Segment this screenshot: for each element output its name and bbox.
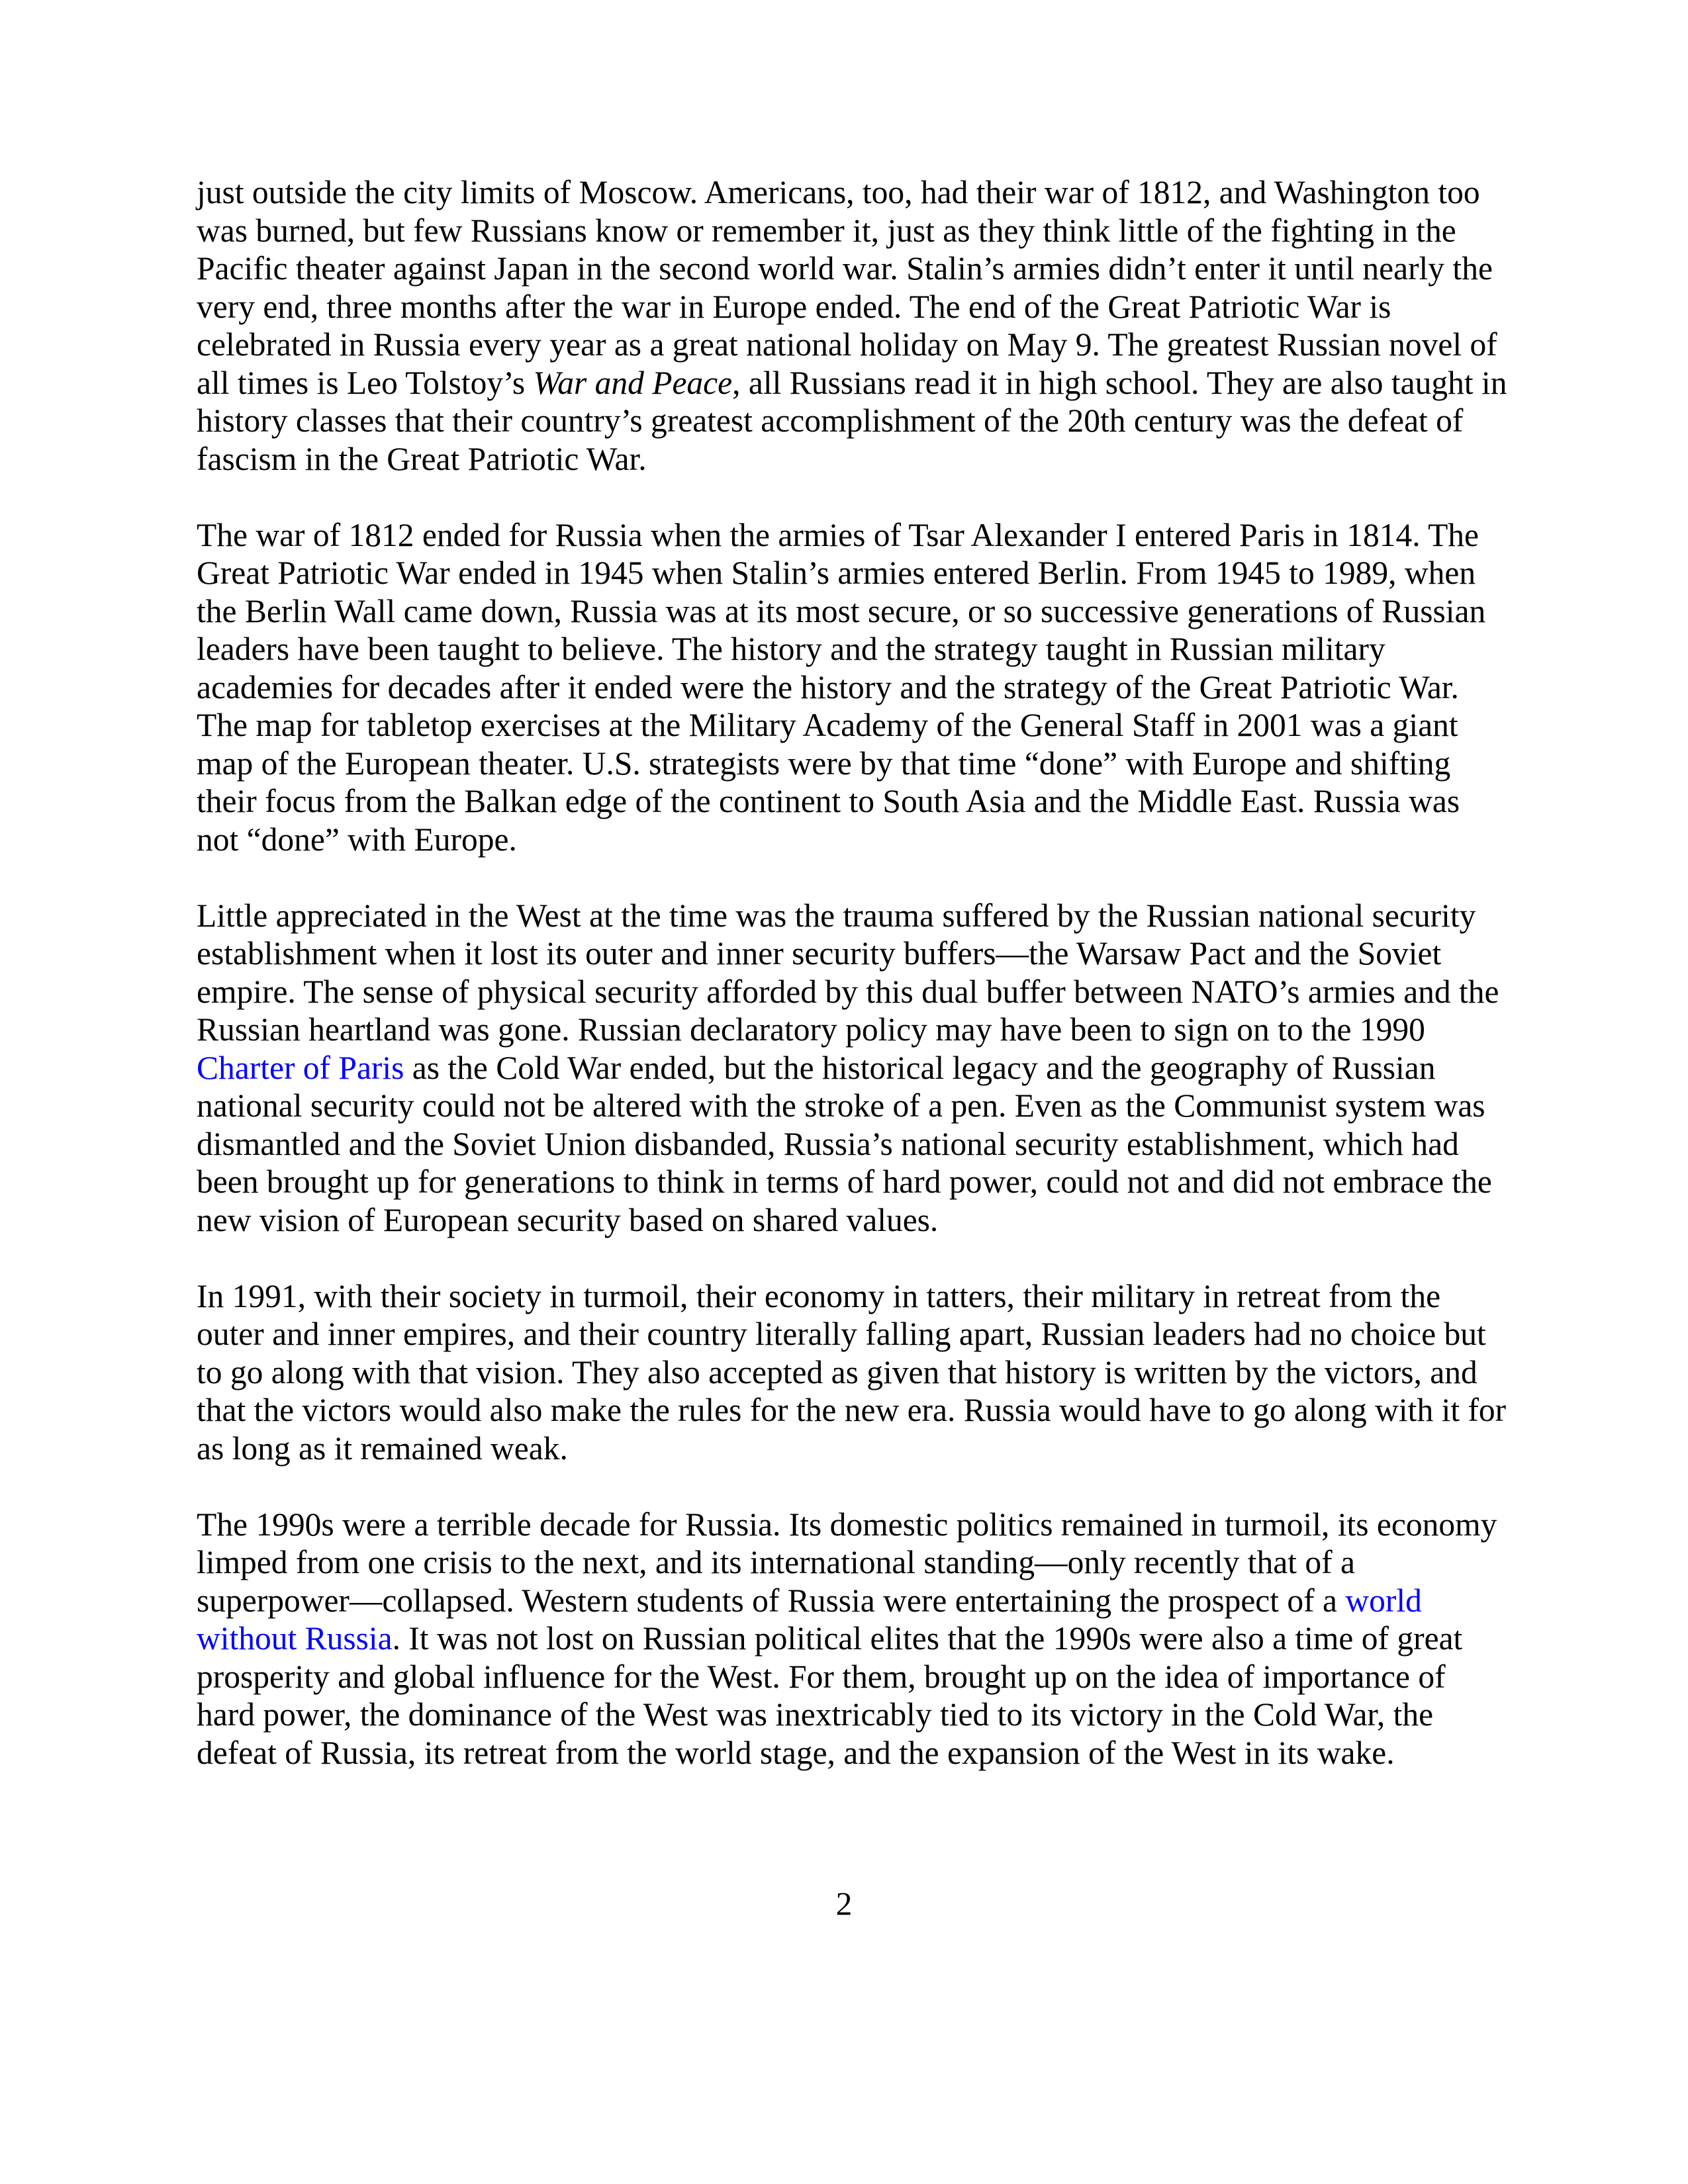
paragraph-2-text: The war of 1812 ended for Russia when the armies of Tsar Alexander I entered Paris in 1814. The Great Patriotic War ended in 1945 when Stalin’s armies entered Berlin. From 1945 to 1989, when the Berlin Wall came down, Russia was at its most secure, or so successive generations of Russian leaders have been taught to believe. The history and the strategy taught in Russian military academies for decades after it ended were the history and the strategy of the Great Patriotic War. The map for tabletop exercises at the Military Academy of the General Staff in 2001 was a giant map of the European theater. U.S. strategists were by that time “done” with Europe and shifting their focus from the Balkan edge of the continent to South Asia and the Middle East. Russia was not “done” with Europe. [197,516,1486,858]
paragraph-5-text-1: The 1990s were a terrible decade for Russia. Its domestic politics remained in turmoil, its economy limped from one crisis to the next, and its international standing—only recently that of a superpower—collapsed. Western students of Russia were entertaining the prospect of a [197,1506,1497,1619]
paragraph-1-text-1: just outside the city limits of Moscow. Americans, too, had their war of 1812, and Washington too was burned, but few Russians know or remember it, just as they think little of the fighting in the Pacific theater against Japan in the second world war. Stalin’s armies didn’t enter it until nearly the very end, three months after the war in Europe ended. The end of the Great Patriotic War is celebrated in Russia every year as a great national holiday on May 9. The greatest Russian novel of all times is Leo Tolstoy’s [197,174,1497,401]
document-body [197,173,1507,1810]
paragraph-4-text: In 1991, with their society in turmoil, their economy in tatters, their military in retreat from the outer and inner empires, and their country literally falling apart, Russian leaders had no choice but to go along with that vision. They also accepted as given that history is written by the victors, and that the victors would also make the rules for the new era. Russia would have to go along with it for as long as it remained weak. [197,1277,1507,1467]
paragraph-1 [197,173,1507,478]
paragraph-2 [197,516,1507,859]
paragraph-3 [197,897,1507,1240]
paragraph-1-text-2: , all Russians read it in high school. They are also taught in history classes that their country’s greatest accomplishment of the 20th century was the defeat of fascism in the Great Patriotic War. [197,364,1507,477]
paragraph-5-text-2: . It was not lost on Russian political elites that the 1990s were also a time of great prosperity and global influence for the West. For them, brought up on the idea of importance of hard power, the dominance of the West was inextricably tied to its victory in the Cold War, the defeat of Russia, its retreat from the world stage, and the expansion of the West in its wake. [197,1620,1463,1771]
link-world-without-russia[interactable]: world without Russia [197,1582,1422,1657]
paragraph-5 [197,1506,1507,1772]
book-title-war-and-peace: War and Peace [533,364,733,401]
link-charter-of-paris[interactable]: Charter of Paris [197,1049,404,1086]
paragraph-3-text-1: Little appreciated in the West at the time was the trauma suffered by the Russian national security establishment when it lost its outer and inner security buffers—the Warsaw Pact and the Soviet empire. The sense of physical security afforded by this dual buffer between NATO’s armies and the Russian heartland was gone. Russian declaratory policy may have been to sign on to the 1990 [197,897,1499,1048]
page-number: 2 [835,1886,853,1922]
paragraph-3-text-2: as the Cold War ended, but the historical legacy and the geography of Russian national security could not be altered with the stroke of a pen. Even as the Communist system was dismantled and the Soviet Union disbanded, Russia’s national security establishment, which had been brought up for generations to think in terms of hard power, could not and did not embrace the new vision of European security based on shared values. [197,1049,1492,1238]
paragraph-4 [197,1277,1507,1468]
